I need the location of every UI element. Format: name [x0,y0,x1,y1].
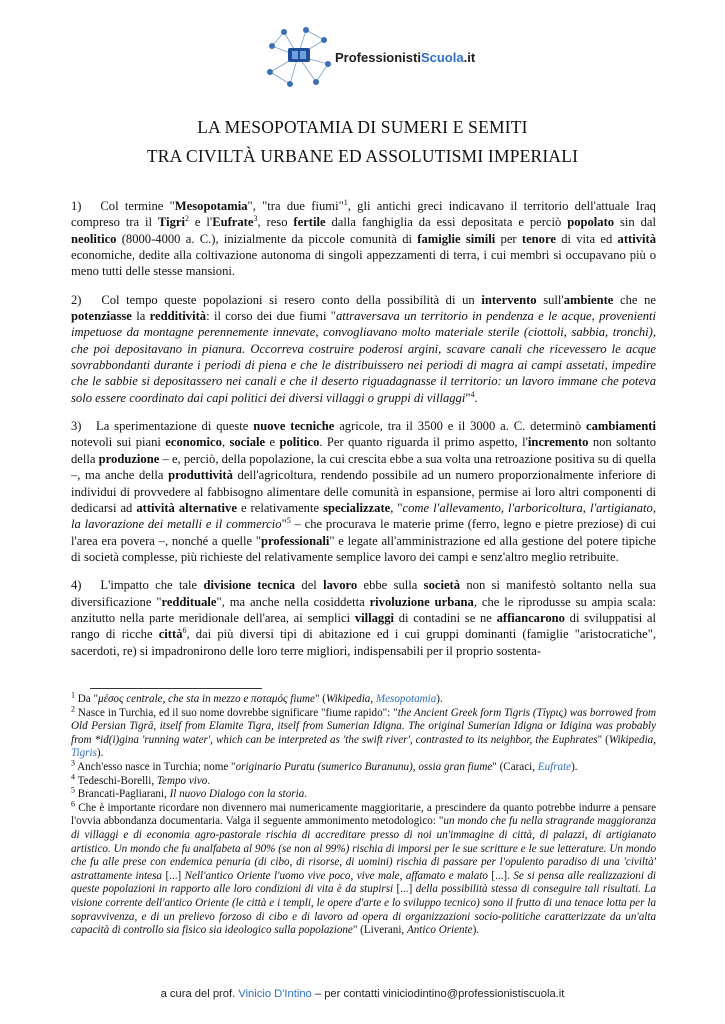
link-mesopotamia[interactable]: Mesopotamia [375,693,437,705]
link-tigris[interactable]: Tigris [71,747,97,760]
paragraph-2: 2) Col tempo queste popolazioni si resero conto della possibilità di un intervento sull'ambiente che ne potenziasse la redditività: il corso dei due fiumi "attraversava un territorio in pendenza e le acque, provenienti impetuose da montagne perennemente innevate, convogliavano molto materiale sterile (ciottoli, sabbia, tronchi), che poi depositavano in pianura. Occorreva costruire poderosi argini, scavare canali che ricevessero le acque sovrabbondanti durante i periodi di piena e che le distribuissero nei periodi di magra ai campi assetati, impedire che le sabbie si depositassero nei canali e che il deserto riguadagnasse il territorio: un lavoro immane che poteva solo essere coordinato dai capi politici dei diversi villaggi o gruppi di villaggi"$^4$. [71,292,656,405]
document-body [71,198,656,671]
footnote-separator [90,688,262,689]
paragraph-1: 1) Col termine "Mesopotamia", "tra due fiumi"$^1$, gli antichi greci indicavano il territorio dell'attuale Iraq compreso tra il Tigri$^2$ e l'Eufrate$^3$, reso fertile dalla fanghiglia da essi depositata e perciò popolato sin dal neolitico (8000-4000 a. C.), inizialmente da piccole comunità di famiglie simili per tenore di vita ed attività economiche, dedite alla coltivazione autonoma di singoli appezzamenti di terra, i cui membri si occupavano più o meno tutti delle stesse mansioni. [71,197,656,279]
paragraph-3: 3) La sperimentazione di queste nuove tecniche agricole, tra il 3500 e il 3000 a. C. determinò cambiamenti notevoli sui piani economico, sociale e politico. Per quanto riguarda il primo aspetto, l'incremento non soltanto della produzione – e, perciò, della popolazione, la cui crescita ebbe a sua volta una retroazione positiva su di quella –, ma anche della produttività dell'agricoltura, rendendo possibile ad un numero proporzionalmente inferiore di individui di provvedere al fabbisogno alimentare delle comunità in espansione, permise ai loro altri componenti di dedicarsi ad attività alternative e relativamente specializzate, "come l'allevamento, l'arboricoltura, l'artigianato, la lavorazione dei metalli e il commercio"$^5$ – che procurava le materie prime (ferro, legno e pietre preziose) di cui l'area era povera –, nonché a quelle "professionali" e legate all'amministrazione ed alla gestione del potere tipiche di società complesse, più richieste del relativamente semplice lavoro dei campi e senz'altro meglio retribuite. [71,419,656,564]
footnote-5: $^5$ Brancati-Pagliarani, Il nuovo Dialogo con la storia. [71,785,308,801]
footnotes [71,690,657,938]
header [0,18,725,88]
author-name: Vinicio D'Intino [238,988,312,1000]
footnote-1: $^1$ Da "μέσος centrale, che sta in mezzo e ποταμός fiume" (Wikipedia, Mesopotamia). [71,690,443,705]
footnote-2: $^2$ Nasce in Turchia, ed il suo nome dovrebbe significare "fiume rapido": "the Ancient Greek form Tigris (Τίγρις) was borrowed from Old Persian Tigrā, itself from Elamite Tigra, itself from Sumerian Idigna. The original Sumerian Idigna or Idigina was probably from *id(i)gina 'running water', which can be interpreted as 'the swift river', contrasted to its neighbor, the Euphrates" (Wikipedia, Tigris). [71,703,656,760]
footnote-3: $^3$ Anch'esso nasce in Turchia; nome "originario Puratu (sumerico Buranunu), ossia gran fiume" (Caraci, Eufrate). [71,758,578,773]
network-logo-icon [262,26,334,88]
link-eufrate[interactable]: Eufrate [537,760,572,773]
page-title-line1: LA MESOPOTAMIA DI SUMERI E SEMITI [197,117,528,137]
footnote-4: $^4$ Tedeschi-Borelli, Tempo vivo. [71,771,211,787]
footnote-6: $^6$ Che è importante ricordare non divennero mai numericamente maggioritarie, a prescindere da quanto potrebbe indurre a pensare l'ovvia abbondanza documentaria. Valga il seguente ammonimento metodologico: "un mondo che fu nella stragrande maggioranza di villaggi e di economia agro-pastorale rischia di accreditare presso di noi un'immagine di città, di palazzi, di artigianato artistico. Un mondo che fu analfabeta al 90% (se non al 99%) rischia di imporsi per le sue scritture e le sue letterature. Un mondo che fu alle prese con endemica penuria (di cibo, di risorse, di uomini) rischia di passare per l'opulento paradiso di una 'civiltà' astrattamente intesa [...] Nell'antico Oriente l'uomo vive poco, vive male, affamato e malato [...]. Se si pensa alle realizzazioni di queste popolazioni in rapporto alle loro condizioni di vita è da stupirsi [...] della possibilità stessa di conseguire tali risultati. La visione corrente dell'antico Oriente (le città e i templi, le opere d'arte e lo sviluppo tecnico) sono il frutto di una tenace lotta per la sopravvivenza, e di un prelievo forzoso di cibo e di lavoro ad opera di organizzazioni socio-politiche caratterizzate da un'alta capacità di controllo sia fisico sia ideologico sulla popolazione" (Liverani, Antico Oriente). [71,799,657,937]
logo-text: ProfessionistiScuola.it [335,50,476,65]
page-title-line2: TRA CIVILTÀ URBANE ED ASSOLUTISMI IMPERIALI [146,146,579,166]
paragraph-4: 4) L'impatto che tale divisione tecnica del lavoro ebbe sulla società non si manifestò soltanto nella sua diversificazione "reddituale", ma anche nella cosiddetta rivoluzione urbana, che le riprodusse su ampia scala: anzitutto nella parte meridionale dell'area, ai semplici villaggi di contadini se ne affiancarono di sviluppatisi al rango di ricche città$^6$, dai più diversi tipi di abitazione ed i cui gruppi dominanti (famiglie "aristocratiche", sacerdoti, re) si impadronirono delle loro terre migliori, indispensabili per il proprio sostenta- [71,578,657,658]
page-footer: a cura del prof. Vinicio D'Intino – per contatti viniciodintino@professionistiscuola.it [160,988,565,1000]
